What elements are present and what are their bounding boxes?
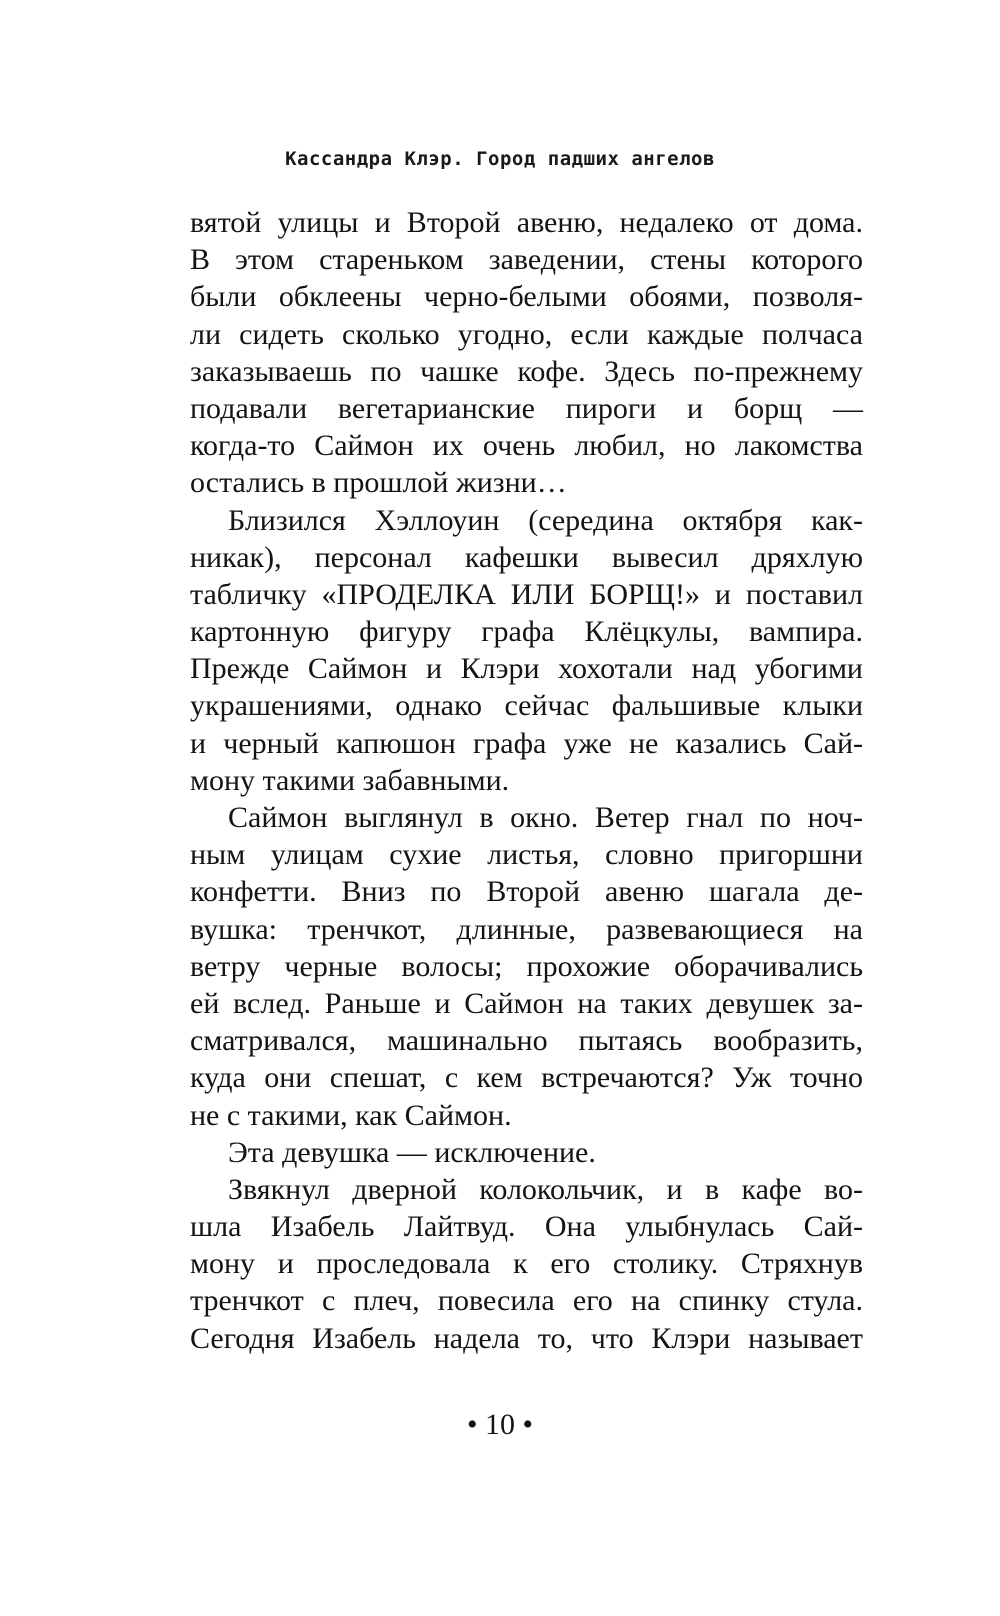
text-line: остались в прошлой жизни… xyxy=(190,466,567,500)
text-line: Прежде Саймон и Клэри хохотали над убогими xyxy=(190,652,863,686)
text-line: Сегодня Изабель надела то, что Клэри называет xyxy=(190,1321,863,1355)
text-line: конфетти. Вниз по Второй авеню шагала де- xyxy=(190,875,863,909)
text-line: картонную фигуру графа Клёцкулы, вампира. xyxy=(190,615,863,649)
text-line: Эта девушка — исключение. xyxy=(228,1135,596,1169)
text-line: Саймон выглянул в окно. Ветер гнал по ноч- xyxy=(228,801,863,834)
text-line: никак), персонал кафешки вывесил дряхлую xyxy=(190,540,863,574)
text-line: ей вслед. Раньше и Саймон на таких девушек за- xyxy=(190,986,863,1020)
running-header: Кассандра Клэр. Город падших ангелов xyxy=(285,148,715,170)
text-line: были обклеены черно-белыми обоями, позволя- xyxy=(190,280,863,314)
text-line: и черный капюшон графа уже не казались Сай- xyxy=(190,726,863,760)
text-line: не с такими, как Саймон. xyxy=(190,1098,512,1132)
text-line: когда-то Саймон их очень любил, но лакомства xyxy=(190,429,863,463)
text-line: Звякнул дверной колокольчик, и в кафе во- xyxy=(228,1172,863,1206)
text-line: мону такими забавными. xyxy=(190,763,510,797)
text-line: заказываешь по чашке кофе. Здесь по-прежнему xyxy=(190,354,863,388)
text-line: подавали вегетарианские пироги и борщ — xyxy=(190,391,863,425)
text-line: ли сидеть сколько угодно, если каждые полчаса xyxy=(190,317,863,351)
body-text xyxy=(190,204,863,1357)
text-line: ветру черные волосы; прохожие оборачивались xyxy=(190,949,863,983)
text-line: мону и проследовала к его столику. Стряхнув xyxy=(190,1247,863,1281)
text-line: вушка: тренчкот, длинные, развевающиеся на xyxy=(190,912,863,946)
text-line: куда они спешат, с кем встречаются? Уж точно xyxy=(190,1061,863,1095)
text-line: вятой улицы и Второй авеню, недалеко от дома. xyxy=(190,206,863,239)
text-line: табличку «ПРОДЕЛКА ИЛИ БОРЩ!» и поставил xyxy=(190,577,863,611)
text-line: украшениями, однако сейчас фальшивые клыки xyxy=(190,689,863,723)
text-line: В этом стареньком заведении, стены которого xyxy=(190,243,863,277)
text-line: тренчкот с плеч, повесила его на спинку стула. xyxy=(190,1284,863,1318)
text-line: шла Изабель Лайтвуд. Она улыбнулась Сай- xyxy=(190,1210,863,1244)
text-line: Близился Хэллоуин (середина октября как- xyxy=(228,503,863,537)
text-line: ным улицам сухие листья, словно пригоршни xyxy=(190,838,863,872)
text-line: сматривался, машинально пытаясь вообразить, xyxy=(190,1024,863,1058)
page-number: • 10 • xyxy=(466,1408,533,1441)
